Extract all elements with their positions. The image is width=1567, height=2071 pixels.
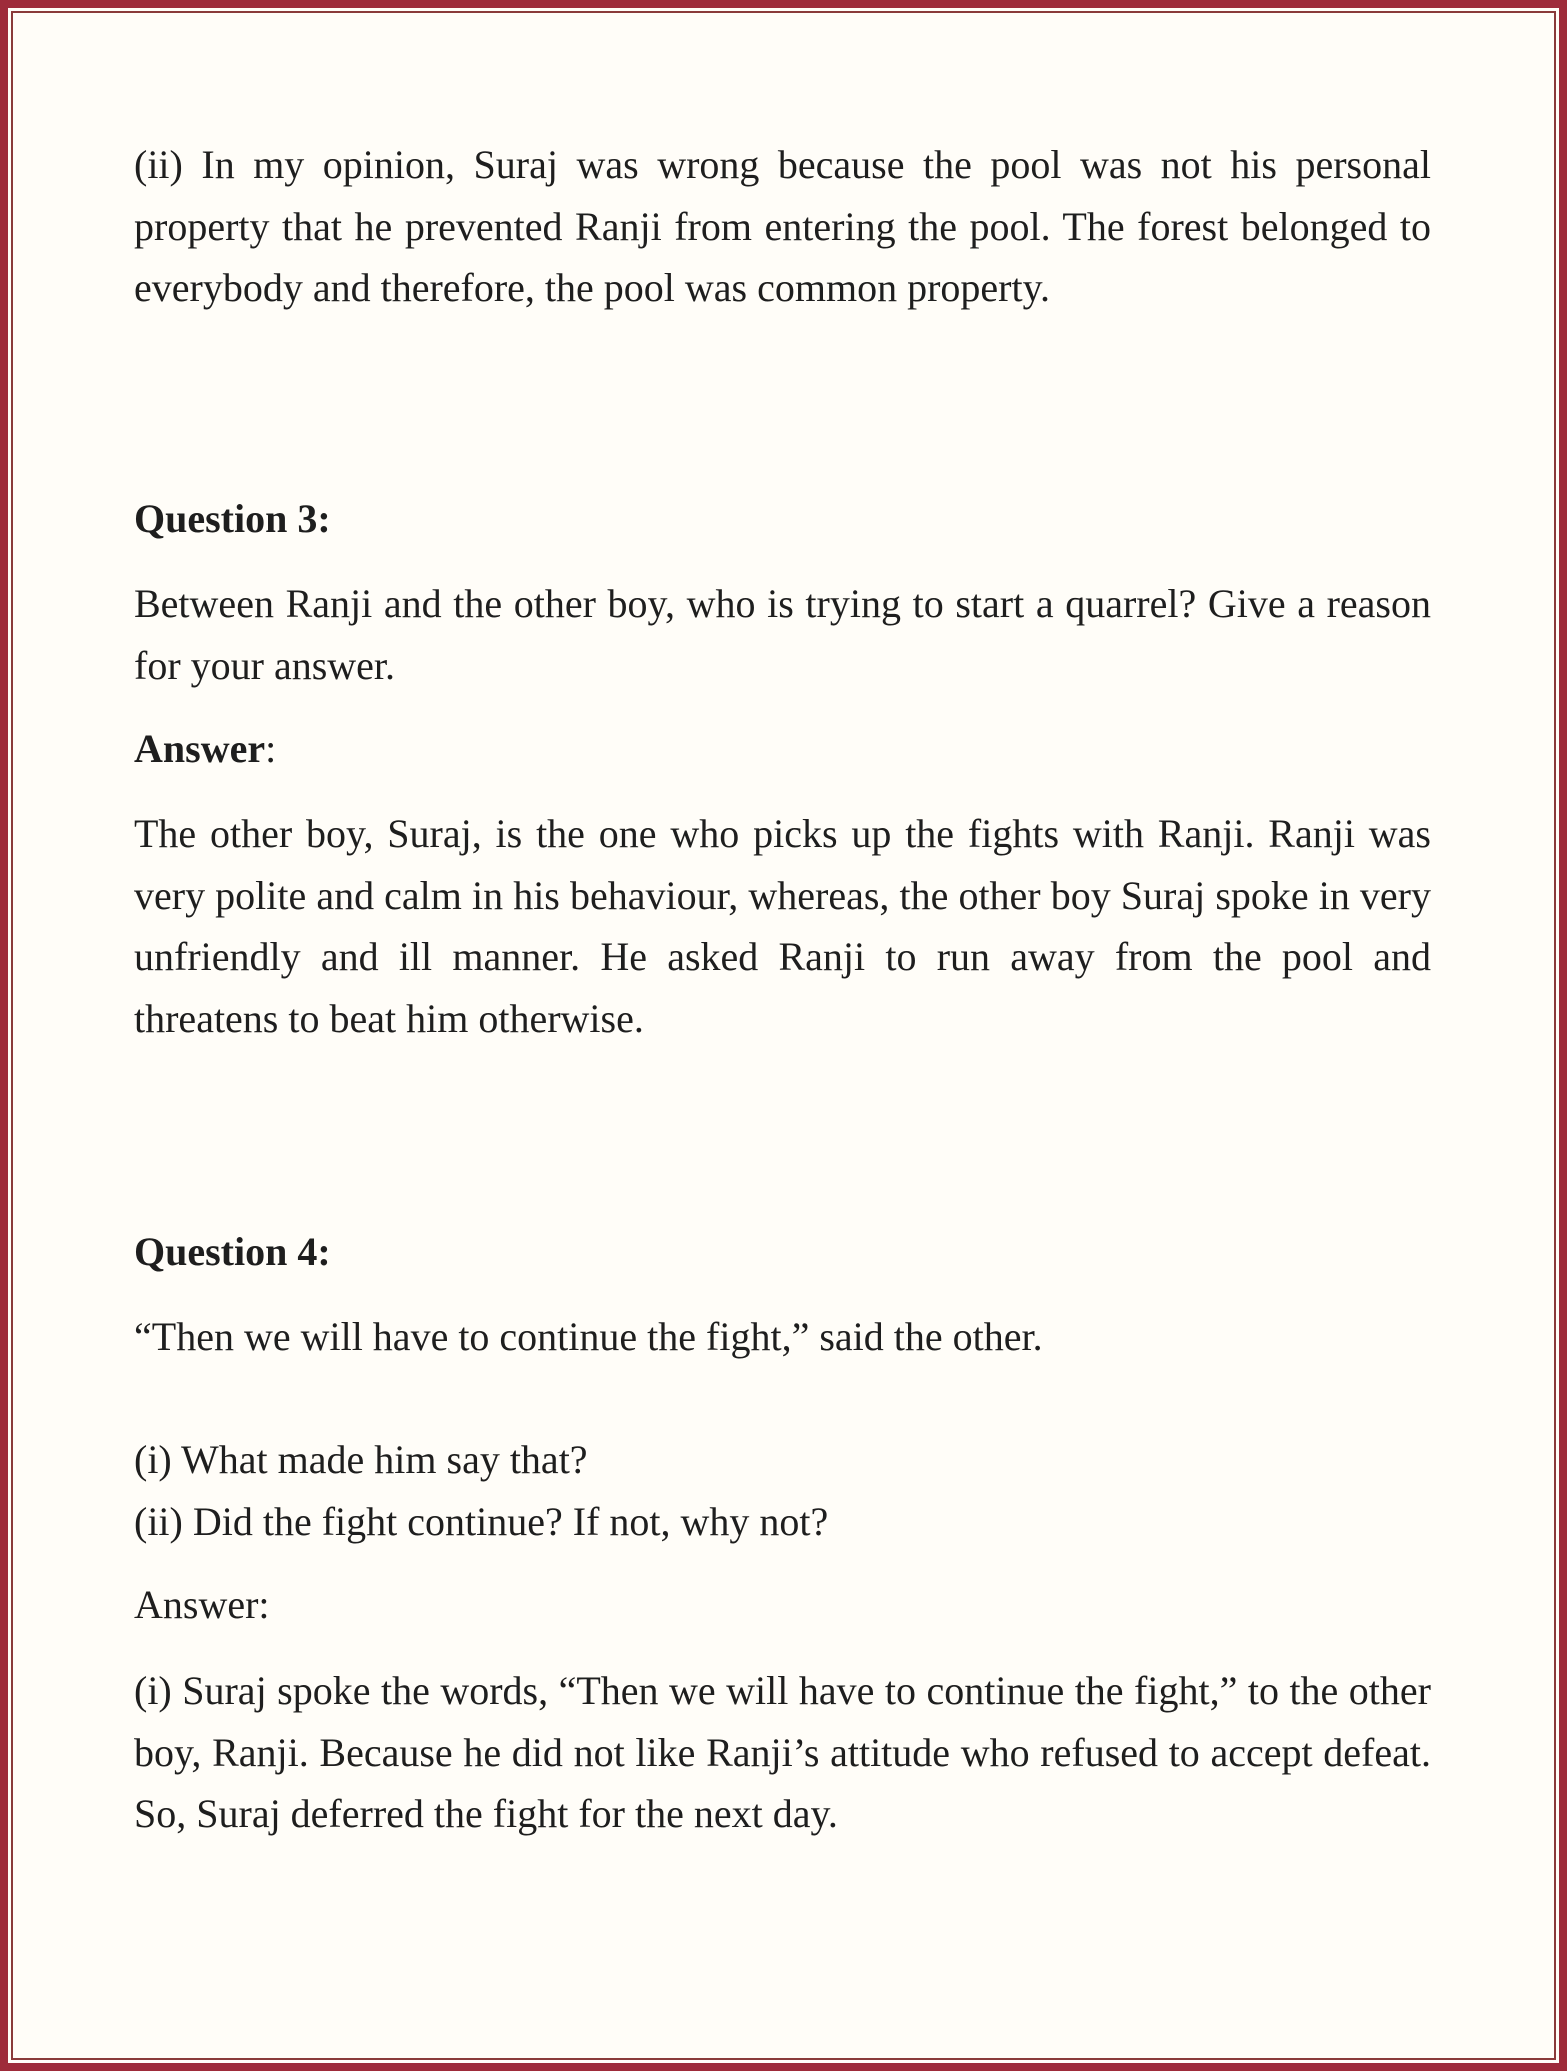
q4-sub-question-i: (i) What made him say that? <box>134 1437 588 1482</box>
q4-answer: (i) Suraj spoke the words, “Then we will have to continue the fight,” to the other boy, Ranji. Because he did not like Ranji’s attitude who refused to accept defeat. So, Suraj deferred the fight for the next day. <box>134 1668 1431 1837</box>
q3-heading: Question 3: <box>134 496 331 541</box>
q2-answer-part2: (ii) In my opinion, Suraj was wrong because the pool was not his personal property that he prevented Ranji from entering the pool. The forest belonged to everybody and therefore, the pool was common property. <box>134 142 1431 311</box>
q4-sub-question-ii: (ii) Did the fight continue? If not, why not? <box>134 1499 829 1544</box>
q4-heading: Question 4: <box>134 1229 331 1274</box>
answer-colon: : <box>265 726 277 771</box>
q3-answer: The other boy, Suraj, is the one who picks up the fights with Ranji. Ranji was very polite and calm in his behaviour, whereas, the other boy Suraj spoke in very unfriendly and ill manner. He asked Ranji to run away from the pool and threatens to beat him otherwise. <box>134 811 1431 1042</box>
q4-answer-label: Answer: <box>134 1582 270 1627</box>
q4-quote: “Then we will have to continue the fight,” said the other. <box>134 1314 1043 1359</box>
answer-label: Answer <box>134 726 266 771</box>
q3-answer-label <box>134 718 1431 780</box>
q3-question: Between Ranji and the other boy, who is trying to start a quarrel? Give a reason for your answer. <box>134 581 1431 688</box>
